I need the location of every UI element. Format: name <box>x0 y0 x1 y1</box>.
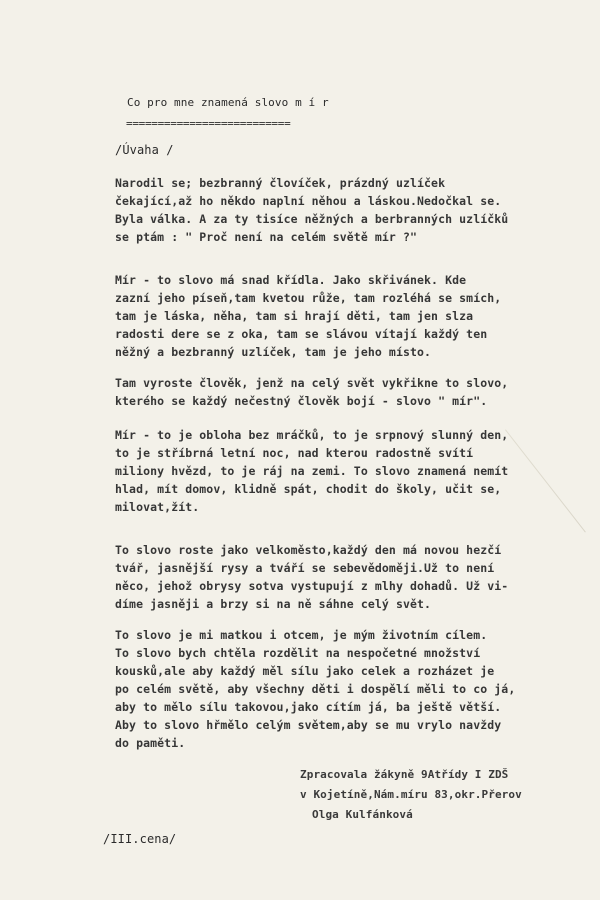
title-underline: ========================== <box>126 117 291 130</box>
paragraph-1-line-3: Byla válka. A za ty tisíce něžných a berbranných uzlíčků <box>115 212 509 226</box>
paragraph-6-line-2: To slovo bych chtěla rozdělit na nespočetné množství <box>115 646 481 660</box>
paragraph-4-line-5: milovat,žít. <box>115 500 200 514</box>
paragraph-2-line-1: Mír - to slovo má snad křídla. Jako skřivánek. Kde <box>115 273 467 287</box>
paragraph-4-line-2: to je stříbrná letní noc, nad kterou radostně svítí <box>115 446 474 460</box>
paragraph-2-line-3: tam je láska, něha, tam si hrají děti, tam jen slza <box>115 309 474 323</box>
paragraph-1-line-4: se ptám : " Proč není na celém světě mír ?" <box>115 230 418 244</box>
paragraph-2-line-5: něžný a bezbranný uzlíček, tam je jeho místo. <box>115 345 432 359</box>
paragraph-6-line-3: kousků,ale aby každý měl sílu jako celek a rozházet je <box>115 664 495 678</box>
paragraph-5-line-1: To slovo roste jako velkoměsto,každý den má novou hezčí <box>115 543 502 557</box>
paragraph-4-line-1: Mír - to je obloha bez mráčků, to je srpnový slunný den, <box>115 428 509 442</box>
paragraph-6-line-7: do paměti. <box>115 736 186 750</box>
paragraph-4-line-4: hlad, mít domov, klidně spát, chodit do školy, učit se, <box>115 482 502 496</box>
paragraph-6-line-4: po celém světě, aby všechny děti i dospělí měli to co já, <box>115 682 516 696</box>
paragraph-6-line-1: To slovo je mi matkou i otcem, je mým životním cílem. <box>115 628 488 642</box>
paper-crease <box>505 429 586 532</box>
award-label: /III.cena/ <box>103 832 177 846</box>
paragraph-2-line-2: zazní jeho píseň,tam kvetou růže, tam rozléhá se smích, <box>115 291 502 305</box>
document-title: Co pro mne znamená slovo m í r <box>127 96 329 109</box>
paragraph-6-line-5: aby to mělo sílu takovou,jako cítím já, ba ještě větší. <box>115 700 502 714</box>
paragraph-3-line-1: Tam vyroste člověk, jenž na celý svět vykřikne to slovo, <box>115 376 509 390</box>
signature-line-3: Olga Kulfánková <box>312 808 413 821</box>
signature-line-2: v Kojetíně,Nám.míru 83,okr.Přerov <box>300 788 522 801</box>
paragraph-5-line-4: díme jasněji a brzy si na ně sáhne celý svět. <box>115 597 432 611</box>
paragraph-2-line-4: radosti dere se z oka, tam se slávou vítají každý ten <box>115 327 488 341</box>
paragraph-4-line-3: miliony hvězd, to je ráj na zemi. To slovo znamená nemít <box>115 464 509 478</box>
paragraph-5-line-3: něco, jehož obrysy sotva vystupují z mlhy dohadů. Už vi- <box>115 579 509 593</box>
signature-line-1: Zpracovala žákyně 9Atřídy I ZDŠ <box>300 768 509 781</box>
paragraph-1-line-1: Narodil se; bezbranný človíček, prázdný uzlíček <box>115 176 446 190</box>
document-subtitle: /Úvaha / <box>115 143 174 157</box>
paragraph-1-line-2: čekající,až ho někdo naplní něhou a láskou.Nedočkal se. <box>115 194 502 208</box>
paragraph-3-line-2: kterého se každý nečestný člověk bojí - slovo " mír". <box>115 394 488 408</box>
paragraph-6-line-6: Aby to slovo hřmělo celým světem,aby se mu vrylo navždy <box>115 718 502 732</box>
paragraph-5-line-2: tvář, jasnější rysy a tváří se sebevědoměji.Už to není <box>115 561 495 575</box>
